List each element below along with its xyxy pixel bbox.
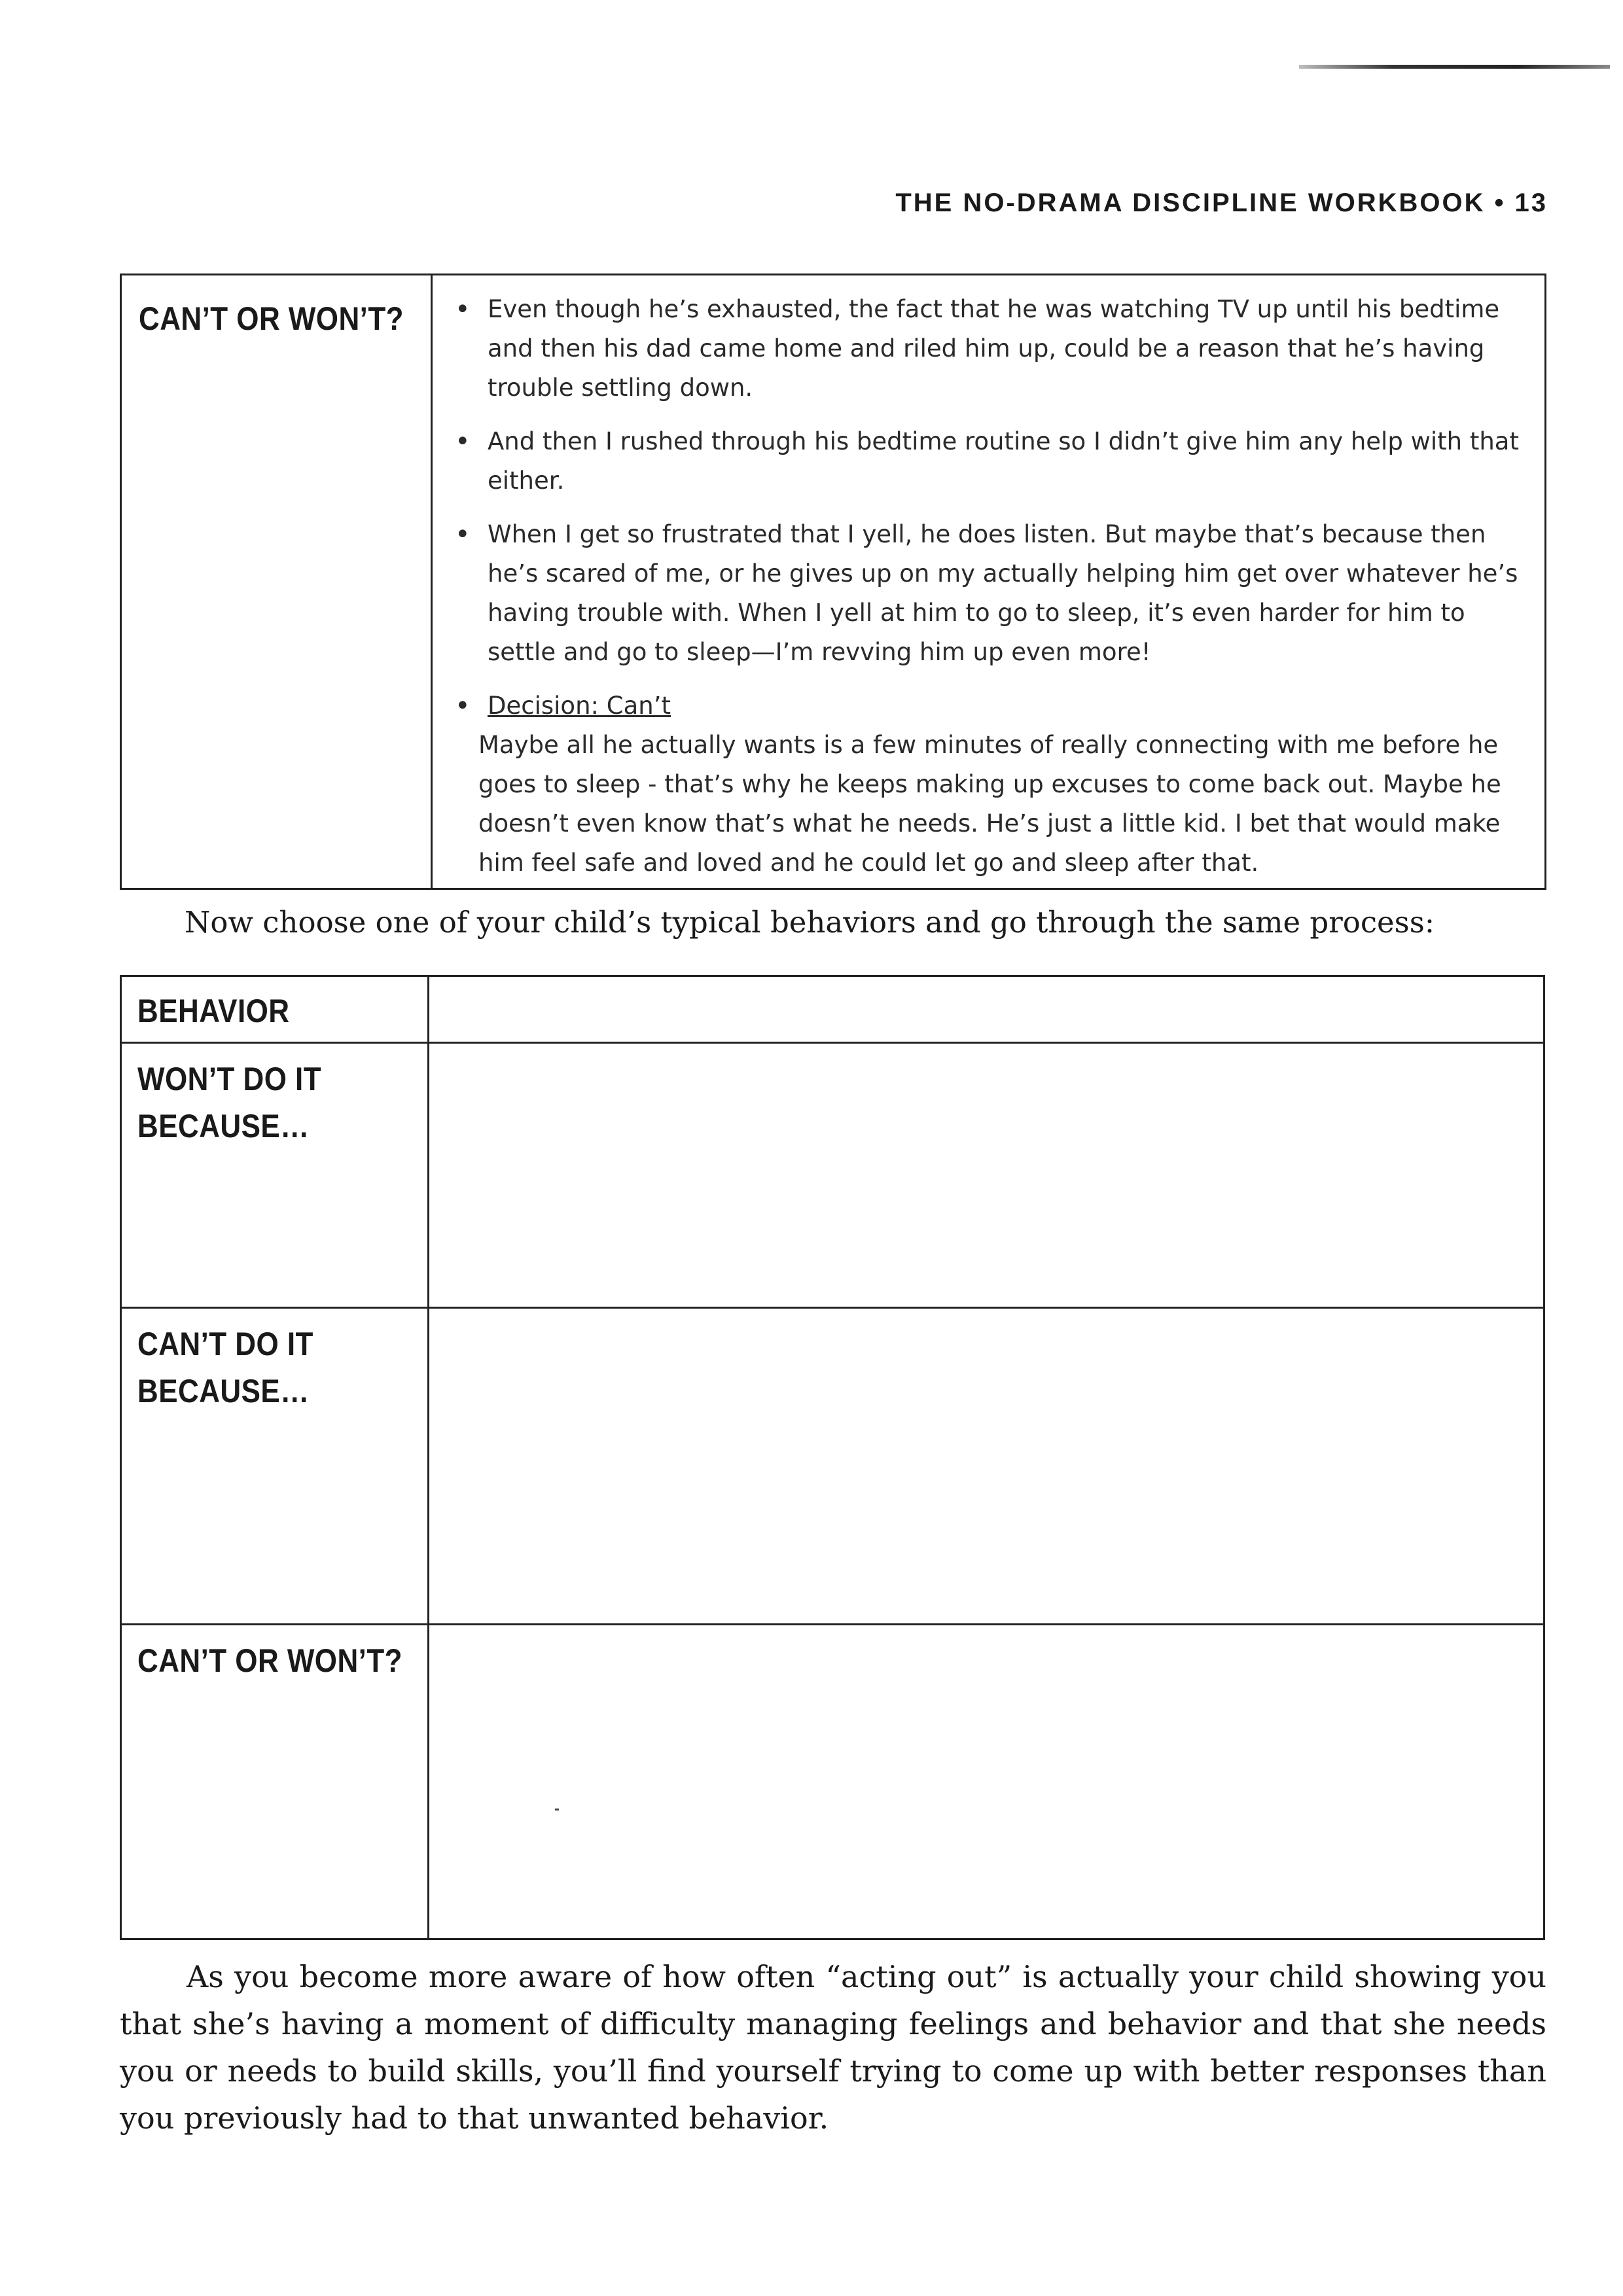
worksheet-label-cell — [122, 1625, 429, 1938]
worksheet-label-cell — [122, 1044, 429, 1307]
worksheet-label-cell — [122, 1309, 429, 1623]
example-content-cell — [433, 275, 1544, 888]
example-table — [120, 274, 1546, 890]
instruction-text: Now choose one of your child’s typical behaviors and go through the same process: — [185, 905, 1435, 940]
wont-label-line1: WON’T DO IT — [137, 1061, 322, 1097]
cant-or-wont-answer-field[interactable] — [429, 1625, 1543, 1938]
decision-bullet — [451, 686, 1531, 883]
wont-answer-field[interactable] — [429, 1044, 1543, 1307]
behavior-label: BEHAVIOR — [137, 993, 290, 1029]
example-bullet: • When I get so frustrated that I yell, he does listen. But maybe that’s because then he’s scared of me, or he gives up on my actually helping him get over whatever he’s having trouble with. When I yell at him to go to sleep, it’s even harder for him to settle and go to sleep—I’m revving him up even more! — [451, 515, 1531, 672]
behavior-answer-field[interactable] — [429, 977, 1543, 1042]
example-bullet: • Even though he’s exhausted, the fact that he was watching TV up until his bedtime and then his dad came home and riled him up, could be a reason that he’s having trouble settling down. — [451, 290, 1531, 408]
book-title: THE NO-DRAMA DISCIPLINE WORKBOOK — [895, 188, 1486, 217]
example-bullet-list — [451, 290, 1531, 883]
page-number: 13 — [1514, 188, 1548, 217]
running-head — [772, 188, 1548, 218]
closing-paragraph — [120, 1953, 1546, 2142]
worksheet-label-cell — [122, 977, 429, 1042]
example-label-cell — [122, 275, 433, 888]
worksheet-row-behavior — [122, 977, 1543, 1044]
worksheet-row-cant — [122, 1309, 1543, 1625]
decision-heading: Decision: Can’t — [488, 692, 671, 720]
cant-label-line1: CAN’T DO IT — [137, 1326, 313, 1362]
worksheet-row-wont — [122, 1044, 1543, 1309]
example-bullet: • And then I rushed through his bedtime routine so I didn’t give him any help with that either. — [451, 422, 1531, 501]
closing-text: As you become more aware of how often “acting out” is actually your child showing you that she’s having a moment of difficulty managing feelings and behavior and that she needs you or needs to build skills, you’ll find yourself trying to come up with better responses than you previously had to that unwanted behavior. — [120, 1959, 1546, 2136]
header-separator: • — [1494, 188, 1506, 217]
cant-answer-field[interactable] — [429, 1309, 1543, 1623]
worksheet-row-cant-or-wont — [122, 1625, 1543, 1938]
cant-label-line2: BECAUSE… — [137, 1373, 310, 1409]
stray-pen-mark — [555, 1809, 559, 1810]
top-rule — [1299, 65, 1610, 69]
example-row-label: CAN’T OR WON’T? — [139, 300, 404, 337]
cant-or-wont-label: CAN’T OR WON’T? — [137, 1642, 402, 1679]
worksheet-table — [120, 975, 1545, 1940]
decision-text: Maybe all he actually wants is a few minutes of really connecting with me before he goes to sleep - that’s why he keeps making up excuses to come back out. Maybe he doesn’t even know that’s what he needs. He’s just a little kid. I bet that would make him feel safe and loved and he could let go and sleep after that. — [478, 731, 1501, 877]
wont-label-line2: BECAUSE… — [137, 1108, 310, 1144]
